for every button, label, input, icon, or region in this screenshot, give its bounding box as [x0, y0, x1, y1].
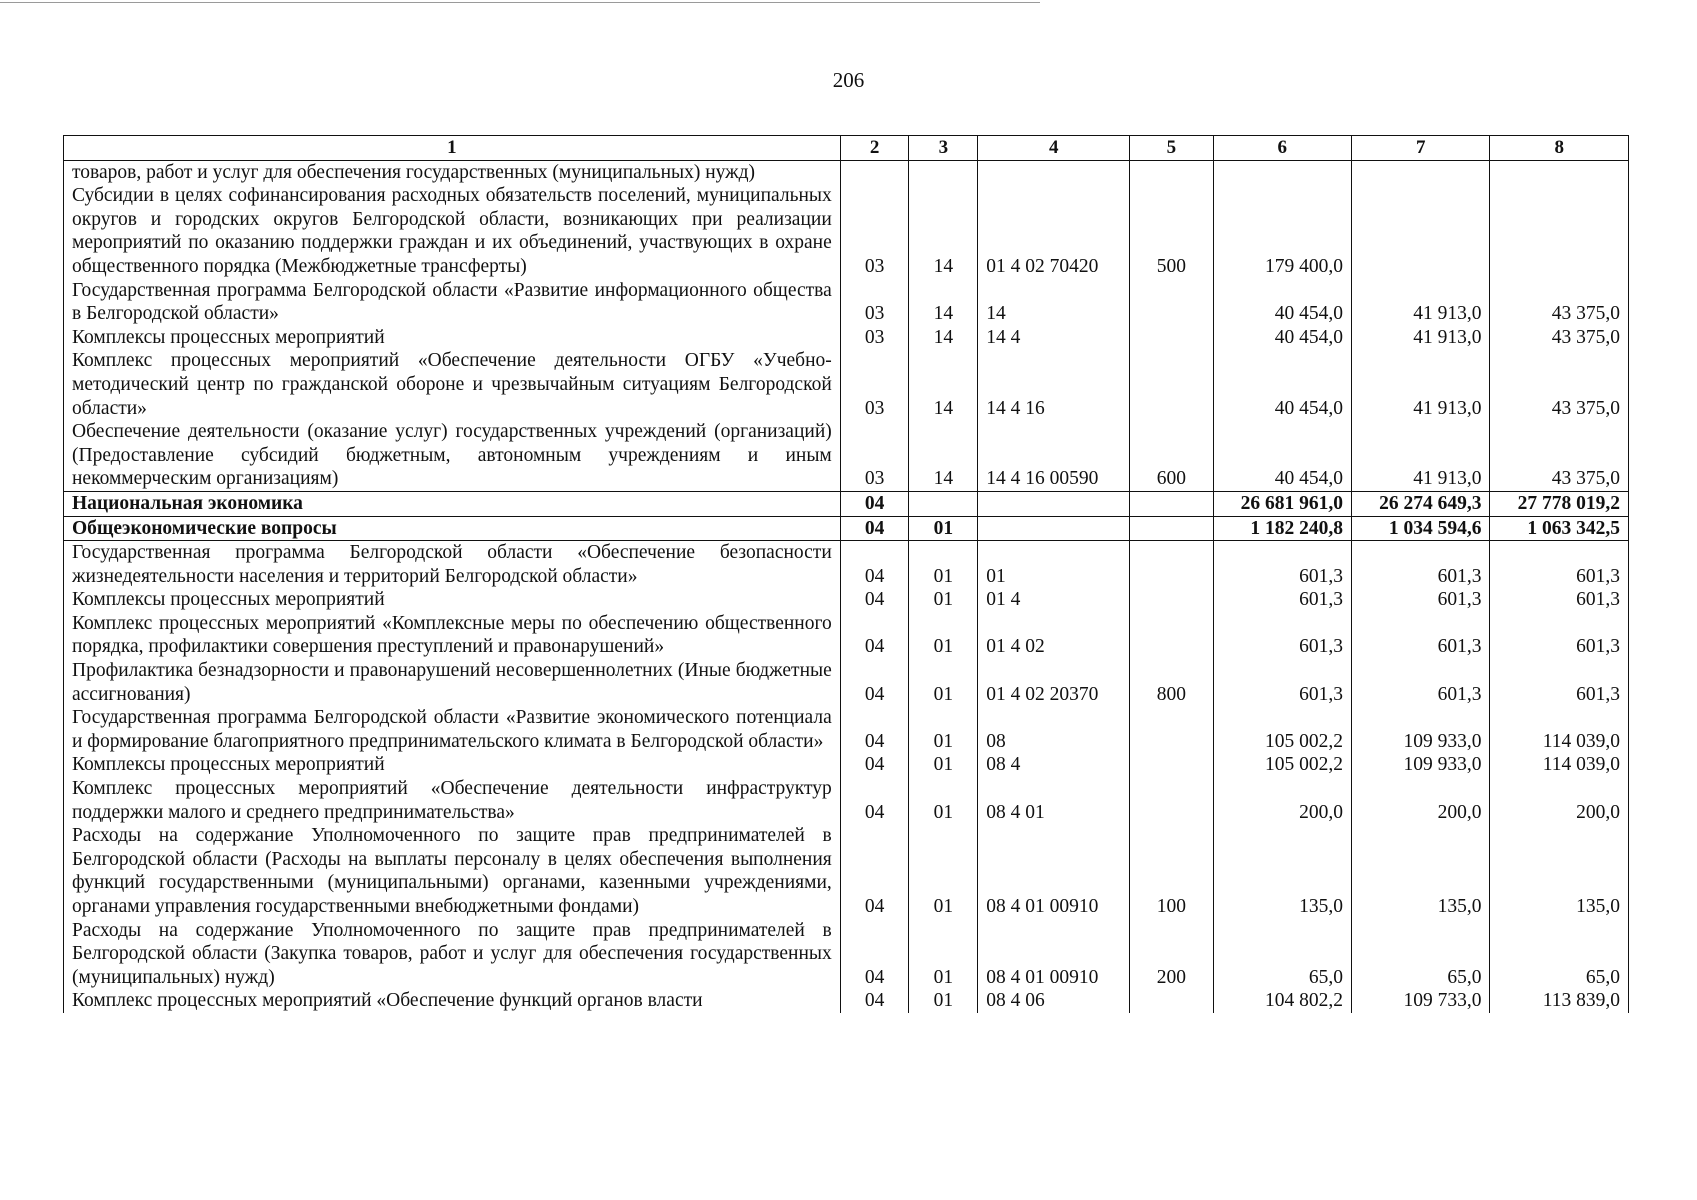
- row-expense-type: 500: [1130, 184, 1213, 278]
- row-amount-col6: 601,3: [1213, 659, 1351, 706]
- row-description: Комплекс процессных мероприятий «Обеспечение деятельности ОГБУ «Учебно-методический центр по гражданской обороне и чрезвычайным ситуациям Белгородской области»: [64, 349, 841, 420]
- row-amount-col7: 1 034 594,6: [1352, 516, 1490, 541]
- row-amount-col7: 41 913,0: [1352, 349, 1490, 420]
- row-section-code: 03: [840, 279, 909, 326]
- row-amount-col7: 601,3: [1352, 541, 1490, 589]
- row-subsection-code: 01: [909, 919, 978, 990]
- row-description: товаров, работ и услуг для обеспечения государственных (муниципальных) нужд): [64, 160, 841, 184]
- row-subsection-code: 01: [909, 824, 978, 918]
- row-amount-col6: 601,3: [1213, 588, 1351, 612]
- col-header-2: 2: [840, 136, 909, 161]
- row-amount-col6: 105 002,2: [1213, 706, 1351, 753]
- row-section-code: 03: [840, 184, 909, 278]
- row-amount-col7: [1352, 184, 1490, 278]
- table-row-section-total: [64, 491, 1629, 516]
- row-description: Расходы на содержание Уполномоченного по защите прав предпринимателей в Белгородской области (Расходы на выплаты персоналу в целях обеспечения выполнения функций государственными (муниципальными) органами, казенными учреждениями, органами управления государственными внебюджетными фондами): [64, 824, 841, 918]
- budget-table: [63, 135, 1629, 1013]
- row-expense-type: [1130, 777, 1213, 824]
- header-row: [64, 136, 1629, 161]
- row-section-code: 03: [840, 326, 909, 350]
- row-subsection-code: 01: [909, 516, 978, 541]
- row-expense-type: 600: [1130, 420, 1213, 491]
- row-amount-col7: 41 913,0: [1352, 326, 1490, 350]
- scan-edge-line: [0, 2, 1040, 3]
- row-target-article: 14: [978, 279, 1130, 326]
- row-target-article: 08 4: [978, 753, 1130, 777]
- row-expense-type: [1130, 491, 1213, 516]
- row-amount-col7: 109 733,0: [1352, 989, 1490, 1013]
- row-amount-col8: 601,3: [1490, 612, 1629, 659]
- row-amount-col7: 601,3: [1352, 659, 1490, 706]
- row-target-article: [978, 516, 1130, 541]
- row-description: Комплексы процессных мероприятий: [64, 588, 841, 612]
- row-amount-col7: 200,0: [1352, 777, 1490, 824]
- row-amount-col6: 26 681 961,0: [1213, 491, 1351, 516]
- row-description: Комплекс процессных мероприятий «Обеспечение деятельности инфраструктур поддержки малого и среднего предпринимательства»: [64, 777, 841, 824]
- row-target-article: [978, 491, 1130, 516]
- table-row: [64, 160, 1629, 184]
- row-expense-type: [1130, 326, 1213, 350]
- table-row-section-total: [64, 516, 1629, 541]
- col-header-6: 6: [1213, 136, 1351, 161]
- row-target-article: 08 4 06: [978, 989, 1130, 1013]
- row-section-code: 04: [840, 777, 909, 824]
- row-amount-col7: 135,0: [1352, 824, 1490, 918]
- row-expense-type: [1130, 516, 1213, 541]
- row-amount-col7: 601,3: [1352, 588, 1490, 612]
- row-target-article: 14 4 16: [978, 349, 1130, 420]
- row-section-code: 04: [840, 659, 909, 706]
- row-section-code: 04: [840, 824, 909, 918]
- table-row: [64, 349, 1629, 420]
- row-target-article: 08 4 01 00910: [978, 919, 1130, 990]
- row-amount-col6: [1213, 160, 1351, 184]
- table-row: [64, 326, 1629, 350]
- row-amount-col7: 65,0: [1352, 919, 1490, 990]
- row-amount-col8: 1 063 342,5: [1490, 516, 1629, 541]
- row-description: Комплекс процессных мероприятий «Обеспечение функций органов власти: [64, 989, 841, 1013]
- row-subsection-code: 01: [909, 706, 978, 753]
- table-row: [64, 753, 1629, 777]
- row-amount-col7: 109 933,0: [1352, 706, 1490, 753]
- row-description: Государственная программа Белгородской области «Развитие информационного общества в Белгородской области»: [64, 279, 841, 326]
- row-amount-col6: 200,0: [1213, 777, 1351, 824]
- row-subsection-code: [909, 491, 978, 516]
- row-amount-col6: 40 454,0: [1213, 279, 1351, 326]
- row-section-code: 04: [840, 753, 909, 777]
- row-target-article: 08 4 01 00910: [978, 824, 1130, 918]
- row-description: Профилактика безнадзорности и правонарушений несовершеннолетних (Иные бюджетные ассигнования): [64, 659, 841, 706]
- row-subsection-code: 01: [909, 753, 978, 777]
- row-description: Комплекс процессных мероприятий «Комплексные меры по обеспечению общественного порядка, профилактики совершения преступлений и правонарушений»: [64, 612, 841, 659]
- table-row: [64, 588, 1629, 612]
- row-amount-col6: 65,0: [1213, 919, 1351, 990]
- row-amount-col7: 601,3: [1352, 612, 1490, 659]
- table-row: [64, 824, 1629, 918]
- row-amount-col8: 601,3: [1490, 541, 1629, 589]
- row-amount-col8: 65,0: [1490, 919, 1629, 990]
- row-target-article: 08 4 01: [978, 777, 1130, 824]
- row-section-code: [840, 160, 909, 184]
- table-row: [64, 919, 1629, 990]
- row-target-article: 14 4 16 00590: [978, 420, 1130, 491]
- row-expense-type: [1130, 612, 1213, 659]
- table-row: [64, 541, 1629, 589]
- row-description: Обеспечение деятельности (оказание услуг) государственных учреждений (организаций) (Предоставление субсидий бюджетным, автономным учреждениям и иным некоммерческим организациям): [64, 420, 841, 491]
- row-target-article: 01: [978, 541, 1130, 589]
- row-subsection-code: 14: [909, 279, 978, 326]
- row-description: Общеэкономические вопросы: [64, 516, 841, 541]
- row-expense-type: 800: [1130, 659, 1213, 706]
- row-amount-col6: 1 182 240,8: [1213, 516, 1351, 541]
- row-amount-col8: 114 039,0: [1490, 706, 1629, 753]
- row-section-code: 04: [840, 919, 909, 990]
- row-subsection-code: 01: [909, 612, 978, 659]
- row-target-article: 01 4: [978, 588, 1130, 612]
- row-description: Комплексы процессных мероприятий: [64, 753, 841, 777]
- row-section-code: 04: [840, 541, 909, 589]
- row-description: Национальная экономика: [64, 491, 841, 516]
- row-description: Расходы на содержание Уполномоченного по защите прав предпринимателей в Белгородской области (Закупка товаров, работ и услуг для обеспечения государственных (муниципальных) нужд): [64, 919, 841, 990]
- table-body: [64, 160, 1629, 1013]
- row-expense-type: [1130, 541, 1213, 589]
- col-header-1: 1: [64, 136, 841, 161]
- row-section-code: 04: [840, 516, 909, 541]
- row-amount-col6: 40 454,0: [1213, 326, 1351, 350]
- row-expense-type: [1130, 588, 1213, 612]
- row-amount-col8: 43 375,0: [1490, 420, 1629, 491]
- col-header-7: 7: [1352, 136, 1490, 161]
- row-target-article: [978, 160, 1130, 184]
- row-amount-col7: 26 274 649,3: [1352, 491, 1490, 516]
- row-amount-col8: 114 039,0: [1490, 753, 1629, 777]
- table-row: [64, 706, 1629, 753]
- row-amount-col8: 200,0: [1490, 777, 1629, 824]
- row-amount-col6: 105 002,2: [1213, 753, 1351, 777]
- row-amount-col8: 43 375,0: [1490, 326, 1629, 350]
- row-amount-col8: 601,3: [1490, 588, 1629, 612]
- page-number: 206: [832, 68, 865, 92]
- row-section-code: 04: [840, 491, 909, 516]
- row-subsection-code: 01: [909, 541, 978, 589]
- row-amount-col8: 43 375,0: [1490, 279, 1629, 326]
- table-row: [64, 612, 1629, 659]
- row-amount-col8: 43 375,0: [1490, 349, 1629, 420]
- row-amount-col6: 40 454,0: [1213, 420, 1351, 491]
- col-header-8: 8: [1490, 136, 1629, 161]
- table-row: [64, 279, 1629, 326]
- col-header-5: 5: [1130, 136, 1213, 161]
- row-subsection-code: 01: [909, 989, 978, 1013]
- table-row: [64, 420, 1629, 491]
- row-expense-type: [1130, 706, 1213, 753]
- row-amount-col6: 601,3: [1213, 541, 1351, 589]
- row-amount-col8: 27 778 019,2: [1490, 491, 1629, 516]
- row-subsection-code: 01: [909, 659, 978, 706]
- row-target-article: 01 4 02 70420: [978, 184, 1130, 278]
- row-expense-type: 100: [1130, 824, 1213, 918]
- row-amount-col6: 40 454,0: [1213, 349, 1351, 420]
- row-description: Комплексы процессных мероприятий: [64, 326, 841, 350]
- row-amount-col8: [1490, 160, 1629, 184]
- table-row: [64, 777, 1629, 824]
- row-amount-col8: 113 839,0: [1490, 989, 1629, 1013]
- col-header-4: 4: [978, 136, 1130, 161]
- row-amount-col7: 41 913,0: [1352, 279, 1490, 326]
- row-section-code: 03: [840, 349, 909, 420]
- row-section-code: 04: [840, 989, 909, 1013]
- row-amount-col7: 109 933,0: [1352, 753, 1490, 777]
- row-target-article: 08: [978, 706, 1130, 753]
- row-description: Государственная программа Белгородской области «Обеспечение безопасности жизнедеятельности населения и территорий Белгородской области»: [64, 541, 841, 589]
- row-subsection-code: 14: [909, 326, 978, 350]
- row-amount-col8: 135,0: [1490, 824, 1629, 918]
- row-target-article: 14 4: [978, 326, 1130, 350]
- row-subsection-code: 01: [909, 777, 978, 824]
- row-section-code: 04: [840, 612, 909, 659]
- row-target-article: 01 4 02 20370: [978, 659, 1130, 706]
- row-expense-type: [1130, 753, 1213, 777]
- col-header-3: 3: [909, 136, 978, 161]
- row-subsection-code: 14: [909, 349, 978, 420]
- row-amount-col6: 135,0: [1213, 824, 1351, 918]
- row-expense-type: [1130, 349, 1213, 420]
- row-amount-col6: 601,3: [1213, 612, 1351, 659]
- row-amount-col7: 41 913,0: [1352, 420, 1490, 491]
- row-section-code: 04: [840, 588, 909, 612]
- row-expense-type: 200: [1130, 919, 1213, 990]
- row-amount-col7: [1352, 160, 1490, 184]
- row-subsection-code: 14: [909, 184, 978, 278]
- table-row: [64, 184, 1629, 278]
- row-expense-type: [1130, 989, 1213, 1013]
- row-expense-type: [1130, 279, 1213, 326]
- row-expense-type: [1130, 160, 1213, 184]
- row-target-article: 01 4 02: [978, 612, 1130, 659]
- row-section-code: 04: [840, 706, 909, 753]
- table-row: [64, 989, 1629, 1013]
- row-description: Государственная программа Белгородской области «Развитие экономического потенциала и формирование благоприятного предпринимательского климата в Белгородской области»: [64, 706, 841, 753]
- row-subsection-code: 14: [909, 420, 978, 491]
- row-section-code: 03: [840, 420, 909, 491]
- row-amount-col6: 104 802,2: [1213, 989, 1351, 1013]
- row-amount-col6: 179 400,0: [1213, 184, 1351, 278]
- row-description: Субсидии в целях софинансирования расходных обязательств поселений, муниципальных округов и городских округов Белгородской области, возникающих при реализации мероприятий по оказанию поддержки граждан и их объединений, участвующих в охране общественного порядка (Межбюджетные трансферты): [64, 184, 841, 278]
- row-subsection-code: 01: [909, 588, 978, 612]
- row-subsection-code: [909, 160, 978, 184]
- row-amount-col8: [1490, 184, 1629, 278]
- table-row: [64, 659, 1629, 706]
- row-amount-col8: 601,3: [1490, 659, 1629, 706]
